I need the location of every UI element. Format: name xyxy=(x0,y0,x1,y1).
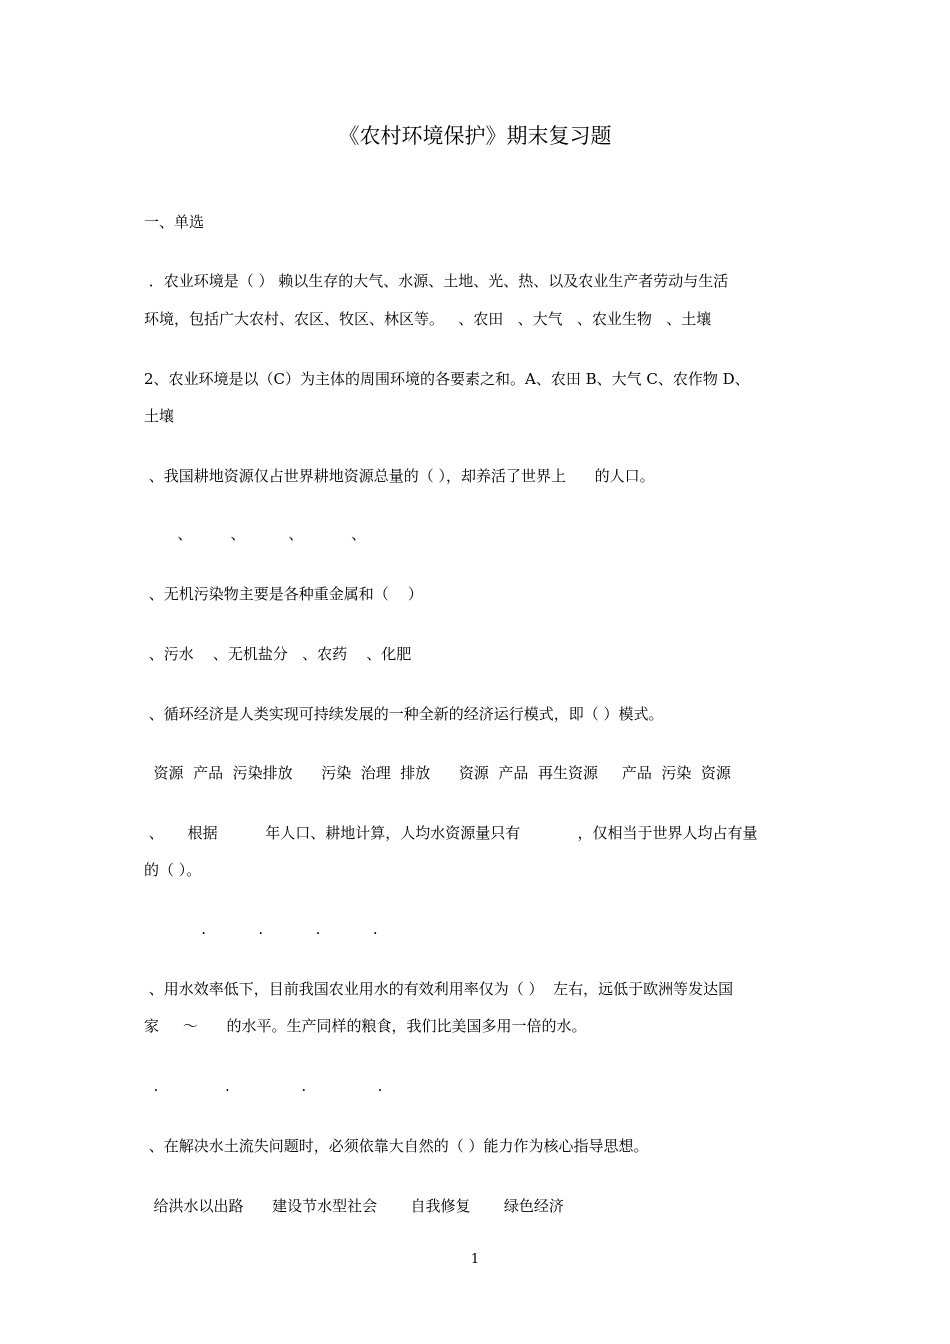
page-number: 1 xyxy=(470,1252,480,1267)
question-8-text: 、在解决水土流失问题时，必须依靠大自然的（ ）能力作为核心指导思想。 xyxy=(144,1137,649,1155)
question-7-options: . . . . xyxy=(144,1077,383,1095)
question-2-line-1: 2、农业环境是以（C）为主体的周围环境的各要素之和。A、农田 B、大气 C、农作物 D、 xyxy=(144,370,750,388)
question-4-text: 、无机污染物主要是各种重金属和（ ） xyxy=(144,585,423,603)
question-7-line-1: 、用水效率低下，目前我国农业用水的有效利用率仅为（ ） 左右，远低于欧洲等发达国 xyxy=(144,980,734,998)
question-6-line-1: 、 根据 年人口、耕地计算，人均水资源量只有 ，仅相当于世界人均占有量 xyxy=(144,824,758,842)
question-1-line-1: ．农业环境是（ ） 赖以生存的大气、水源、土地、光、热、以及农业生产者劳动与生活 xyxy=(144,272,729,290)
question-3-options: 、 、 、 、 xyxy=(144,525,367,543)
question-6-line-2: 的（ ）。 xyxy=(144,861,202,879)
question-6-options: . . . . xyxy=(144,920,378,938)
question-8-options: 给洪水以出路 建设节水型社会 自我修复 绿色经济 xyxy=(144,1197,564,1215)
question-5-text: 、循环经济是人类实现可持续发展的一种全新的经济运行模式，即（ ）模式。 xyxy=(144,705,664,723)
question-5-options: 资源 产品 污染排放 污染 治理 排放 资源 产品 再生资源 产品 污染 资源 xyxy=(144,764,731,782)
question-4-options: 、污水 、无机盐分 、农药 、化肥 xyxy=(144,645,412,663)
question-2-line-2: 土壤 xyxy=(144,407,175,425)
document-title: 《农村环境保护》期末复习题 xyxy=(338,124,612,148)
question-7-line-2: 家 ～ 的水平。生产同样的粮食，我们比美国多用一倍的水。 xyxy=(144,1017,587,1035)
section-heading: 一、单选 xyxy=(144,213,205,231)
question-3-text: 、我国耕地资源仅占世界耕地资源总量的（ ），却养活了世界上 的人口。 xyxy=(144,467,655,485)
question-1-line-2: 环境，包括广大农村、农区、牧区、林区等。 、农田 、大气 、农业生物 、土壤 xyxy=(144,310,712,328)
